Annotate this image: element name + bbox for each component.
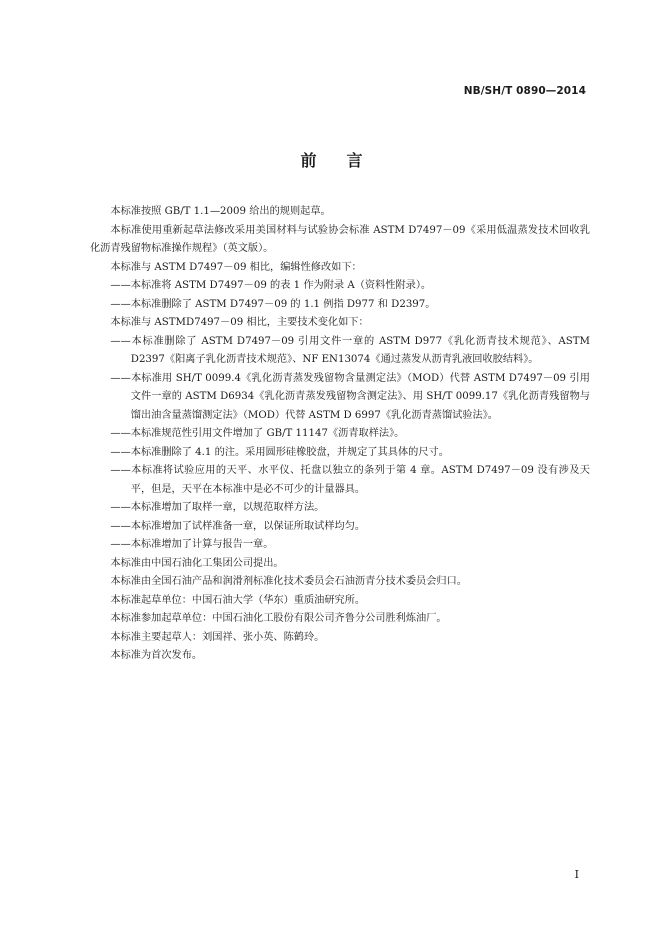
list-item: ——本标准规范性引用文件增加了 GB/T 11147《沥青取样法》。 bbox=[110, 428, 405, 439]
list-item: ——本标准增加了计算与报告一章。 bbox=[110, 539, 274, 550]
paragraph: 本标准与 ASTM D7497－09 相比，编辑性修改如下： bbox=[110, 261, 362, 273]
paragraph: 本标准使用重新起草法修改采用美国材料与试验协会标准 ASTM D7497－09《采用低温蒸发技术回收乳化沥青残留物标准操作规程》（英文版）。 bbox=[90, 224, 590, 254]
standard-code: NB/SH/T 0890—2014 bbox=[463, 85, 586, 97]
paragraph: 本标准为首次发布。 bbox=[110, 650, 203, 661]
list-item: ——本标准删除了 ASTM D7497－09 引用文件一章的 ASTM D977《乳化沥青技术规范》、ASTM D2397《阳离子乳化沥青技术规范》、NF EN13074《通过蒸发从沥青乳液回收胶结料》。 bbox=[110, 335, 590, 365]
preface-body bbox=[90, 203, 590, 666]
list-item: ——本标准将 ASTM D7497－09 的表 1 作为附录 A（资料性附录）。 bbox=[110, 280, 432, 291]
list-item: ——本标准用 SH/T 0099.4《乳化沥青蒸发残留物含量测定法》（MOD）代替 ASTM D7497－09 引用文件一章的 ASTM D6934《乳化沥青蒸发残留物含测定法》、用 SH/T 0099.17《乳化沥青残留物与馏出油含量蒸馏测定法》（MOD）代替 ASTM D 6997《乳化沥青蒸馏试验法》。 bbox=[110, 372, 590, 421]
list-item: ——本标准删除了 ASTM D7497－09 的 1.1 例指 D977 和 D2397。 bbox=[110, 298, 436, 310]
list-item: ——本标准增加了试样准备一章，以保证所取试样均匀。 bbox=[110, 520, 366, 532]
paragraph: 本标准主要起草人：刘国祥、张小英、陈鹤玲。 bbox=[110, 631, 325, 643]
page-title: 前言 bbox=[300, 151, 393, 170]
paragraph: 本标准参加起草单位：中国石油化工股份有限公司齐鲁分公司胜利炼油厂。 bbox=[110, 613, 447, 624]
list-item: ——本标准删除了 4.1 的注。采用圆形硅橡胶盘，并规定了其具体的尺寸。 bbox=[110, 446, 449, 458]
list-item: ——本标准增加了取样一章，以规范取样方法。 bbox=[110, 502, 325, 513]
paragraph: 本标准按照 GB/T 1.1—2009 给出的规则起草。 bbox=[110, 206, 331, 217]
list-item: ——本标准将试验应用的天平、水平仪、托盘以独立的条列于第 4 章。ASTM D7497－09 没有涉及天平，但是，天平在本标准中是必不可少的计量器具。 bbox=[110, 465, 590, 495]
paragraph: 本标准与 ASTMD7497－09 相比，主要技术变化如下： bbox=[110, 317, 369, 328]
paragraph: 本标准由中国石油化工集团公司提出。 bbox=[110, 557, 284, 569]
page-number: I bbox=[574, 868, 579, 881]
paragraph: 本标准由全国石油产品和润滑剂标准化技术委员会石油沥青分技术委员会归口。 bbox=[110, 576, 467, 587]
paragraph: 本标准起草单位：中国石油大学（华东）重质油研究所。 bbox=[110, 594, 366, 606]
